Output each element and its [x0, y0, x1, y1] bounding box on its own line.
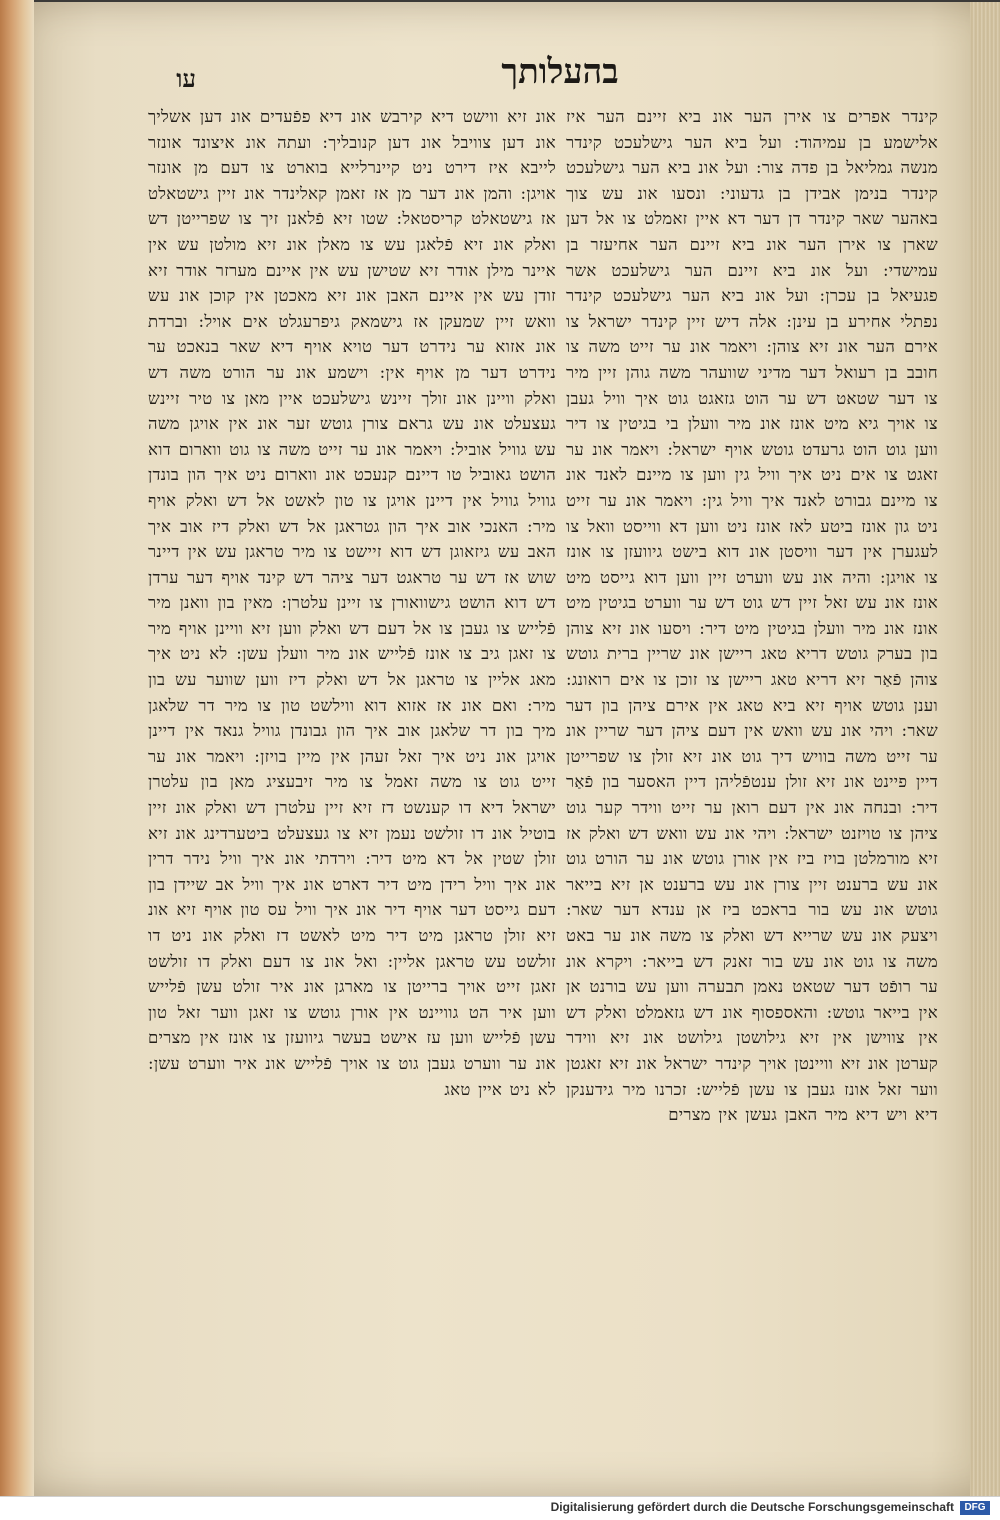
running-title: בהעלותך — [501, 52, 619, 92]
page-stack-edge — [970, 2, 1000, 1496]
text-column-right — [566, 104, 938, 1292]
column-left-text: אונ זיא ווישט דיא קירבש אונ דיא פפֿעדים אונ דען אשליך אונ דען צוויבל אונ דען קנובליך: ועתה אונ איצונד אונזר לייבא איז דירט ניט קיינרלייא בוארט צו דעם מן אונזר אויגן: והמן אונ דער מן אז זאמן קאלינדר אונ זיין גישטאלט אז גישטאלט קריסטאל: שטו זיא פֿלאנן זיך צו שפרייטן דש ואלק אונ זיא פֿלאגן עש צו מאלן אונ זיא מולטן עש אין איינר מילן אודר זיא שטישן עש אין איינם מערזר אודר זיא זודן עש אין איינם האבן אונ זיא מאכטן אין קוכן אונ עש וואש זיין שמעקן אז גישמאק גיפרעגלט אים אויל: וברדת אונ אזוא ער נידרט דער טויא אויף דיא שאר בנאכט ער נידרט דער מן אויף אין: וישמע אונ ער הורט משה דש ואלק וויינן אונ זולך זיינש גישלעכט איין מאן צו טיר זיינש געצעלט אונ עש גראם צורן גוטש זער אונ אין אויגן משה עש גוויל אוביל: ויאמר אונ ער זייט משה צו גוט ווארום דוא הושט גאוביל טו דיינם קנעכט אונ ווארום ניט איך הון בונדן גוויל גוויל אין דיינן אויגן צו טון לאשט אל דש ואלק אויף מיר: האנכי אוב איך הון גטראגן אל דש ואלק דיז אוב איך האב עש גיזאוגן דש דוא זיישט צו מיר טראגן עש אין דיינר שוש אז דש ער טראגט דער ציהר דש קינד אויף דער ערדן דש דוא הושט גישוואורן צו זיינן עלטרן: מאין בון וואנן מיר פֿלייש צו געבן צו אל דעם דש ואלק ווען זיא וויינן אויף מיר צו זאגן גיב צו אונז פֿלייש אונ מיר וועלן עשן: לא ניט איך מאג אליין צו טראגן אל דש ואלק דיז ווען שווער עש בון מיר: ואם אונ אז אזוא דוא ווילשט טון צו מיר דר שלאגן מיך בון דר שלאגן אוב איך הון גבונדן גוויל גנאד אין דיינן אויגן אונ ניט איך זאל זעהן אין מיין בויזן: ויאמר אונ ער זייט גוט צו משה זאמל צו מיר זיבעציג מאן בון עלטרן ישראל דיא דו קענשט דז זיא זיין עלטרן דש ואלק אונ זיין בוטיל אונ דו זולשט נעמן זיא צו געצעלט ביטערדינג אונ זיא זולן שטין אל דא מיט דיר: וירדתי אונ איך וויל נידר דרין אונ איך וויל רידן מיט דיר דארט אונ איך וויל אב שיידן בון דעם גייסט דער אויף דיר אונ איך וויל עס טון אויף זיא אונ זיא זולן טראגן מיט דיר מיט לאשט דז ואלק אונ ניט דו זולשט עש טראגן אליין: ואל אונ צו דעם ואלק דו זולשט זאגן זייט אויך ברייטן צו מארגן אונ איר זולט עשן פֿלייש ווען איר הט גוויינט אין אורן גוטש צו זאגן ווער זאל טון עשן פֿלייש ווען עז אישט בעשר גיוועזן צו אונז אין מצרים אונ ער ווערט געבן גוט צו אויך פֿלייש אונ איר ווערט עשן: לא ניט איין טאג — [148, 107, 556, 1099]
funding-notice: Digitalisierung gefördert durch die Deutsche Forschungsgemeinschaft — [550, 1500, 954, 1514]
dfg-logo: DFG — [960, 1501, 990, 1515]
book-cover-edge — [0, 0, 34, 1496]
column-right-text: קינדר אפרים צו אירן הער אונ ביא זיינם הער איז אלישמע בן עמיהוד: ועל ביא הער גישלעכט קינדר מנשה גמליאל בן פדה צור: ועל אונ ביא הער גישלעכט קינדר בנימן אבידן בן גדעוני: ונסעו אונ עש צוך באהער שאר קינדר דן דער דא איין זאמלט צו אל דען שארן צו אירן הער אונ ביא זיינם הער אחיעזר בן עמישדי: ועל אונ ביא זיינם הער גישלעכט אשר פגעיאל בן עכרן: ועל אונ ביא הער גישלעכט קינדר נפתלי אחירע בן עינן: אלה דיש זיין קינדר ישראל צו אירם הער אונ זיא צוהן: ויאמר אונ ער זייט משה צו חובב בן רעואל דער מדיני שוועהר משה גוהן זיין מיר צו דער שטאט דש ער הוט גזאגט גוט איך וויל געבן צו אויך גיא מיט אונז אונ מיר וועלן בי בגיטין צו דיר ווען גוט הוט גרעדט גוטש אויף ישראל: ויאמר אונ ער זאגט צו אים ניט איך וויל גין ווען צו מיינם לאנד אונ צו מיינם גבורט לאנד איך וויל גין: ויאמר אונ ער זייט ניט גון אונז ביטע לאז אונז ניט ווען דא ווייסט וואל צו לעגערן אין דער וויסטן אונ דוא בישט גיוועזן צו אונז צו אויגן: והיה אונ עש ווערט זיין ווען דוא גייסט מיט אונז אונ עש זאל זיין דש גוט דש ער ווערט בגיטין מיט אונז אונ מיר וועלן בגיטין מיט דיר: ויסעו אונ זיא צוהן בון בערק גוטש דריא טאג ריישן אונ שריין ברית גוטש צוהן פֿאַר זיא דריא טאג ריישן צו זוכן צו אים רואונג: וענן גוטש אויף זיא ביא טאג אין אירם ציהן בון דער שאר: ויהי אונ עש וואש אין דעם ציהן דער שריין אונ ער זייט משה בוויש דיך גוט אונ זיא זולן צו שפרייטן דיין פיינט אונ זיא זולן ענטפֿליהן דיין האסער בון פֿאַר דיר: ובנחה אונ אין דעם רואן ער זייט ווידר קער גוט ציהן צו טויזנט ישראל: ויהי אונ עש וואש דש ואלק אז זיא מורמלטן בויז ביז אין אורן גוטש אונ ער הורט גוט אונ עש ברענט זיין צורן אונ עש ברענט אן זיא בייאר גוטש אונ עש בור בראכט ביז אן ענדא דער שאר: ויצעק אונ עש שרייא דש ואלק צו משה אונ ער באט משה צו גוט אונ עש בור זאנק דש בייאר: ויקרא אונ ער רופֿט דער שטאט נאמן תבערה ווען עש בורנט אן אין בייאר גוטש: והאספסוף אונ דש גזאמלט ואלק דש אין צווישן אין זיא גילושטן גילושט אונ זיא ווידר קערטן אונ זיא וויינטן אויך קינדר ישראל אונ זיא זאגטן ווער זאל אונז געבן צו עשן פֿלייש: זכרנו מיר גידענקן דיא ויש דיא מיר האבן געשן אין מצרים — [566, 107, 938, 1125]
folio-number: עו — [176, 64, 196, 93]
digitization-footer — [0, 1496, 1000, 1520]
text-column-left — [148, 104, 556, 1326]
